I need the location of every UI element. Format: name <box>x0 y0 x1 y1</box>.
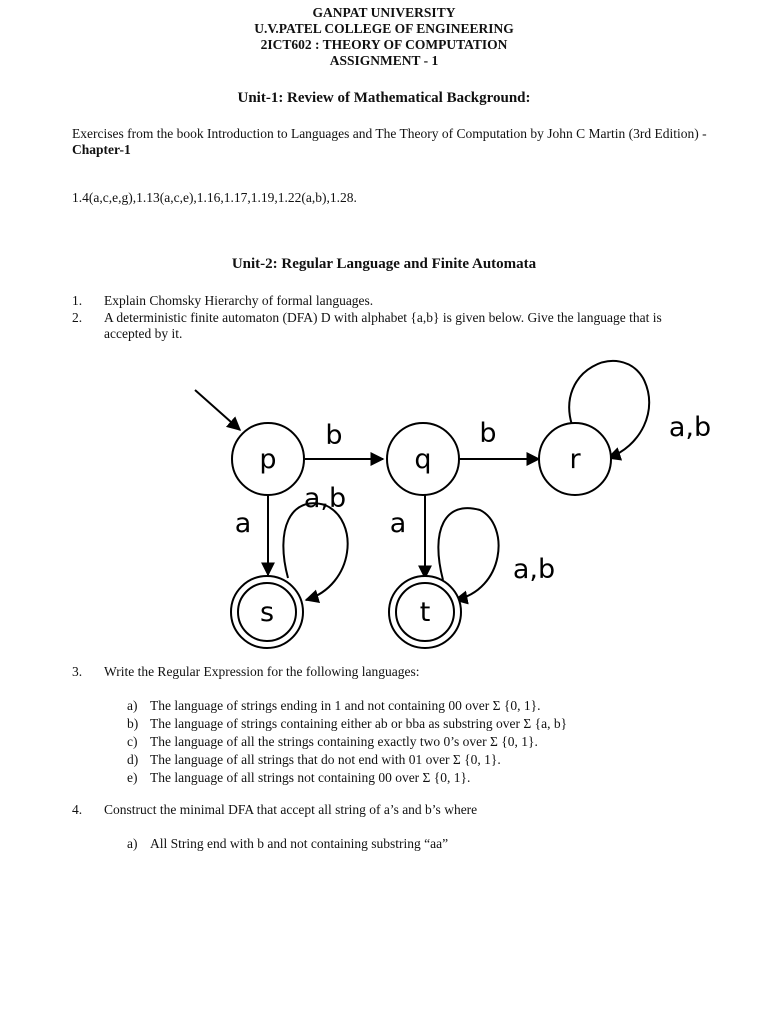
unit1-exercises: 1.4(a,c,e,g),1.13(a,c,e),1.16,1.17,1.19,1.22(a,b),1.28. <box>72 190 357 205</box>
label-p-q: b <box>325 420 343 451</box>
state-p-label: p <box>259 444 277 475</box>
q2-number: 2. <box>72 310 83 325</box>
course-title: 2ICT602 : THEORY OF COMPUTATION <box>260 37 508 52</box>
unit1-chapter: Chapter-1 <box>72 142 131 157</box>
label-r-loop: a,b <box>668 412 712 443</box>
q3-item-text: The language of strings containing either ab or bba as substring over Σ {a, b} <box>150 716 568 731</box>
q3-text: Write the Regular Expression for the following languages: <box>104 664 420 679</box>
q3-item-text: The language of all strings that do not end with 01 over Σ {0, 1}. <box>150 752 501 767</box>
label-t-loop: a,b <box>512 554 556 585</box>
state-s-label: s <box>259 597 275 628</box>
q3-item-text: The language of strings ending in 1 and not containing 00 over Σ {0, 1}. <box>150 698 541 713</box>
assignment-title: ASSIGNMENT - 1 <box>329 53 439 68</box>
unit1-title: Unit-1: Review of Mathematical Background: <box>237 90 531 106</box>
q3-number: 3. <box>72 664 83 679</box>
unit1-intro <box>72 126 744 158</box>
q1-number: 1. <box>72 293 83 308</box>
q3-item-label: e) <box>127 770 138 785</box>
state-t-label: t <box>419 597 431 628</box>
q2-text-line1: A deterministic finite automaton (DFA) D with alphabet {a,b} is given below. Give the language that is <box>104 310 662 325</box>
q4-number: 4. <box>72 802 83 817</box>
q4-text: Construct the minimal DFA that accept all string of a’s and b’s where <box>104 802 478 817</box>
label-s-loop: a,b <box>303 483 347 514</box>
label-p-s: a <box>234 508 252 539</box>
q1-text: Explain Chomsky Hierarchy of formal languages. <box>104 293 374 308</box>
q3-item-text: The language of all the strings containing exactly two 0’s over Σ {0, 1}. <box>150 734 538 749</box>
unit2-title: Unit-2: Regular Language and Finite Automata <box>231 256 537 272</box>
start-arrow <box>195 390 240 430</box>
q2-text-line2: accepted by it. <box>104 326 183 341</box>
q3-item-text: The language of all strings not containing 00 over Σ {0, 1}. <box>150 770 471 785</box>
q4-item-text: All String end with b and not containing substring “aa” <box>150 836 449 851</box>
state-q-label: q <box>414 444 432 475</box>
q3-item-label: b) <box>127 716 139 731</box>
q3-item-label: d) <box>127 752 139 767</box>
q4-item-label: a) <box>127 836 138 851</box>
college-name: U.V.PATEL COLLEGE OF ENGINEERING <box>254 21 514 36</box>
q3-item-label: c) <box>127 734 138 749</box>
q3-item-label: a) <box>127 698 138 713</box>
label-q-t: a <box>389 508 407 539</box>
unit1-intro-text: Exercises from the book Introduction to Languages and The Theory of Computation by John C Martin (3rd Edition) - <box>72 126 707 141</box>
label-q-r: b <box>479 418 497 449</box>
dfa-diagram <box>0 340 768 660</box>
state-r-label: r <box>569 444 581 475</box>
loop-s <box>283 503 347 600</box>
university-name: GANPAT UNIVERSITY <box>312 5 456 20</box>
